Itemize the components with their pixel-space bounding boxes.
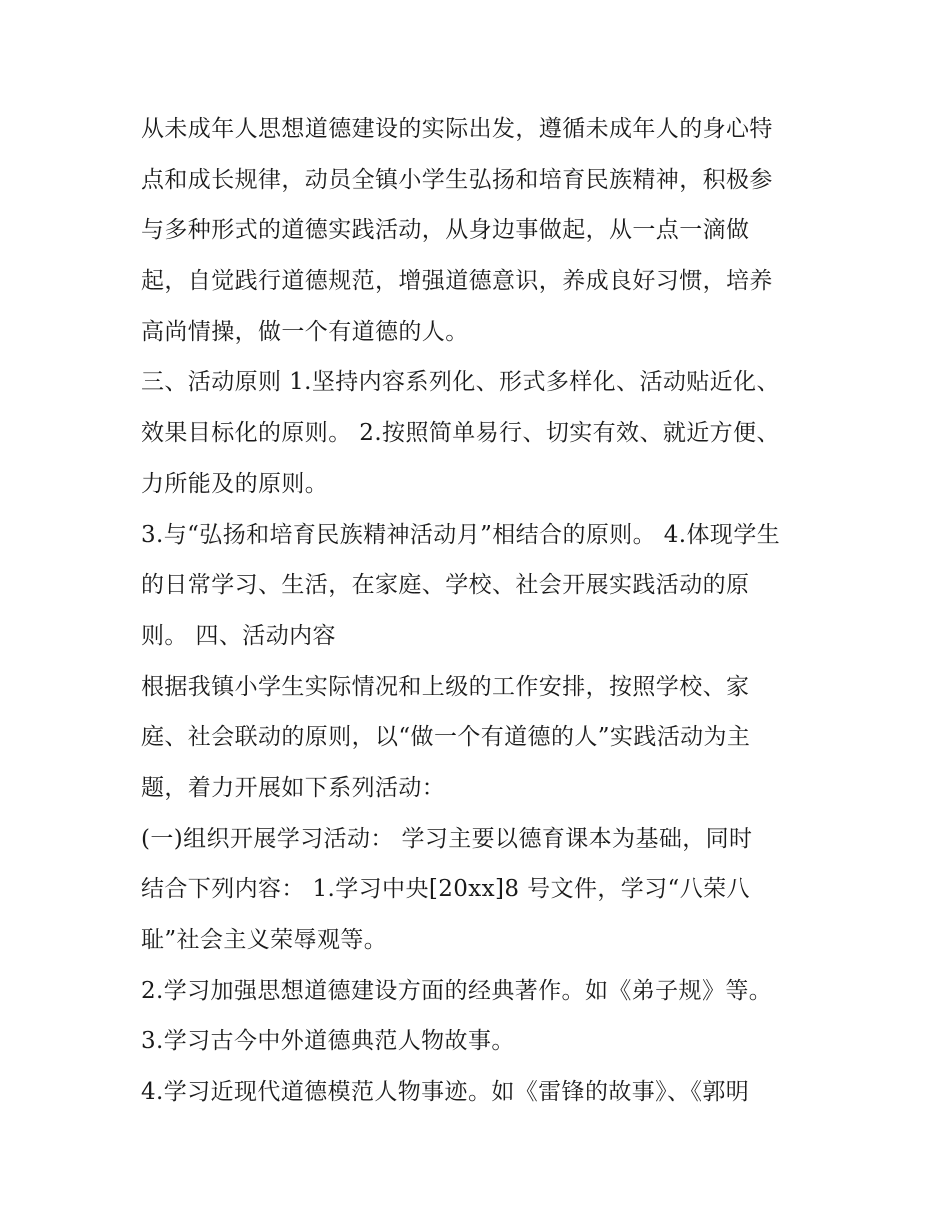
text-line: 根据我镇小学生实际情况和上级的工作安排，按照学校、家 — [141, 673, 750, 700]
text-line: 效果目标化的原则。 2.按照简单易行、切实有效、就近方便、 — [141, 420, 780, 447]
text-line: 高尚情操，做一个有道德的人。 — [141, 318, 469, 345]
text-line: 力所能及的原则。 — [141, 470, 329, 497]
document-body — [141, 104, 831, 1118]
text-line: 与多种形式的道德实践活动，从身边事做起，从一点一滴做 — [141, 217, 750, 244]
text-line: 则。 四、活动内容 — [141, 622, 336, 649]
text-line: 耻”社会主义荣辱观等。 — [141, 927, 388, 953]
text-line: (一)组织开展学习活动： 学习主要以德育课本为基础，同时 — [141, 825, 753, 852]
text-line: 从未成年人思想道德建设的实际出发，遵循未成年人的身心特 — [141, 116, 773, 142]
text-line: 3.学习古今中外道德典范人物故事。 — [141, 1028, 515, 1055]
text-line: 题，着力开展如下系列活动： — [141, 774, 446, 801]
text-line: 三、活动原则 1.坚持内容系列化、形式多样化、活动贴近化、 — [141, 369, 780, 396]
text-line: 起，自觉践行道德规范，增强道德意识，养成良好习惯，培养 — [141, 268, 773, 295]
text-line: 点和成长规律，动员全镇小学生弘扬和培育民族精神，积极参 — [141, 166, 773, 193]
text-line: 2.学习加强思想道德建设方面的经典著作。如《弟子规》等。 — [141, 977, 773, 1004]
text-line: 的日常学习、生活，在家庭、学校、社会开展实践活动的原 — [141, 572, 750, 599]
text-line: 3.与“弘扬和培育民族精神活动月”相结合的原则。 4.体现学生 — [141, 521, 781, 548]
text-line: 4.学习近现代道德模范人物事迹。如《雷锋的故事》、《郭明 — [141, 1079, 750, 1106]
text-line: 庭、社会联动的原则，以“做一个有道德的人”实践活动为主 — [141, 724, 751, 751]
text-line: 结合下列内容： 1.学习中央[20xx]8 号文件，学习“八荣八 — [141, 876, 750, 903]
